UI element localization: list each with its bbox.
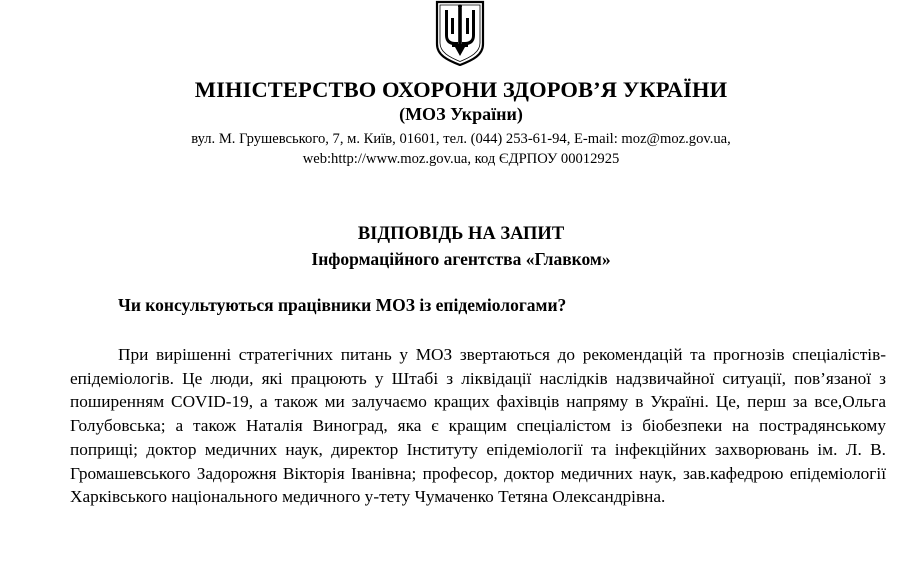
answer-paragraph: При вирішенні стратегічних питань у МОЗ звертаються до рекомендацій та прогнозів спеціалістів-епідеміологів. Це люди, які працюють у Штабі з ліквідації наслідків надзвичайної ситуації, пов’язаної з поширенням COVID-19, а також ми залучаємо кращих фахівців напряму в Україні. Це, перш за все,Ольга Голубовська; а також Наталія Виноград, яка є кращим спеціалістом із біобезпеки на пострадянському поприщі; доктор медичних наук, директор Інституту епідеміології та інфекційних захворювань ім. Л. В. Громашевського Задорожня Вікторія Іванівна; професор, доктор медичних наук, зав.кафедрою епідеміології Харківського національного медичного у-тету Чумаченко Тетяна Олександрівна.	[70, 345, 886, 507]
response-title: ВІДПОВІДЬ НА ЗАПИТ	[357, 224, 565, 244]
address-line-1: вул. М. Грушевського, 7, м. Київ, 01601, тел. (044) 253-61-94, E-mail: moz@moz.gov.ua,	[191, 131, 731, 147]
address-line-2: web:http://www.moz.gov.ua, код ЄДРПОУ 00012925	[302, 151, 620, 167]
response-subtitle: Інформаційного агентства «Главком»	[311, 249, 611, 269]
ministry-abbreviation: (МОЗ України)	[399, 104, 523, 124]
question-heading: Чи консультуються працівники МОЗ із епідеміологами?	[118, 295, 567, 315]
ministry-name: МІНІСТЕРСТВО ОХОРОНИ ЗДОРОВ’Я УКРАЇНИ	[194, 77, 728, 102]
trident-coat-of-arms-icon	[433, 0, 487, 66]
